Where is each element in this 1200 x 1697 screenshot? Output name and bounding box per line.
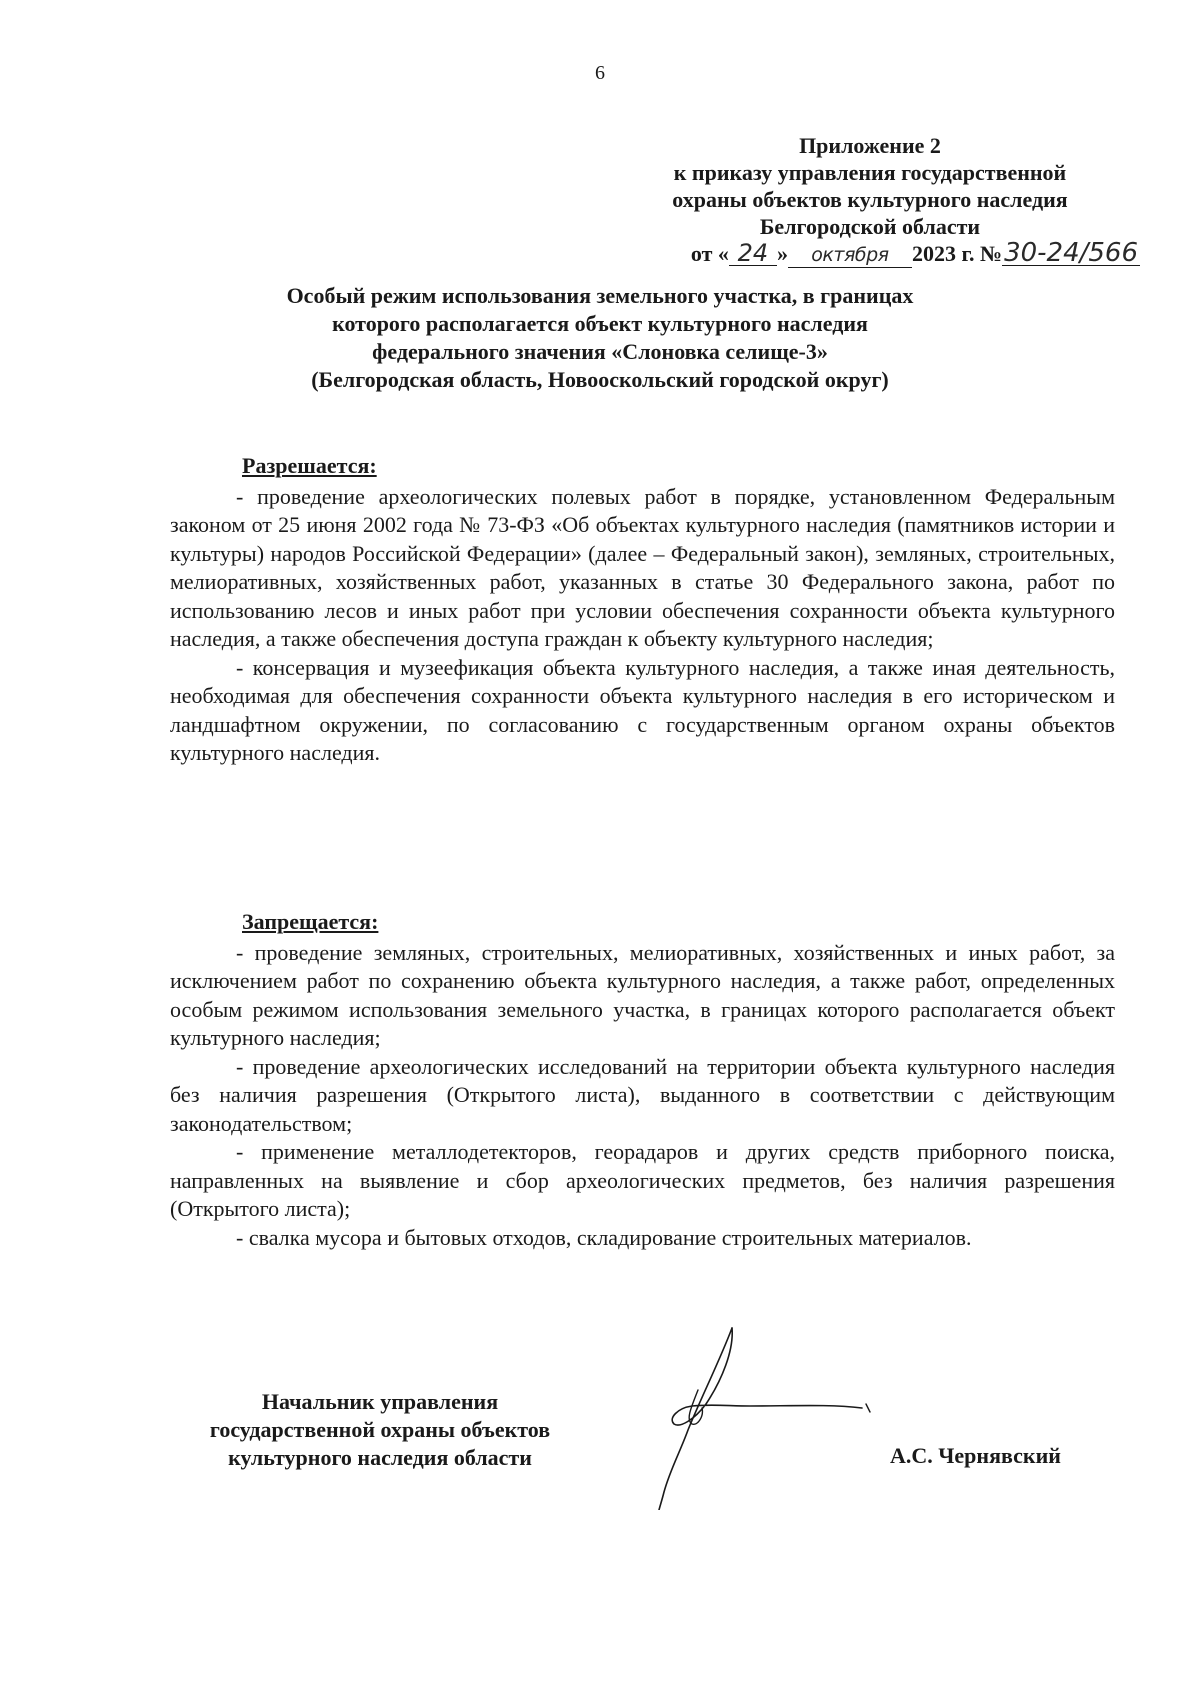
allowed-item: - проведение археологических полевых работ в порядке, установленном Федеральным законом от 25 июня 2002 года № 73-ФЗ «Об объектах культурного наследия (памятников истории и культуры) народов Российской Федерации» (далее – Федеральный закон), земляных, строительных, мелиоративных, хозяйственных работ, указанных в статье 30 Федерального закона, работ по использованию лесов и иных работ при условии обеспечения сохранности объекта культурного наследия, а также обеспечения доступа граждан к объекту культурного наследия; [170,483,1115,651]
appendix-line: к приказу управления государственной [673,160,1067,185]
allowed-heading: Разрешается: [242,453,377,478]
appendix-line: Приложение 2 [799,133,941,158]
page-number: 6 [595,62,605,84]
order-date-number [600,240,1140,268]
order-day: 24 [729,241,777,266]
title-line: которого располагается объект культурного наследия [332,311,868,336]
signatory-position [160,1388,600,1472]
forbidden-heading: Запрещается: [242,909,379,934]
order-month: октября [788,243,912,268]
forbidden-item: - свалка мусора и бытовых отходов, складирование строительных материалов. [236,1224,972,1250]
allowed-section [170,452,1115,768]
order-day-close: » [776,241,788,266]
allowed-item: - консервация и музеефикация объекта культурного наследия, а также иная деятельность, необходимая для обеспечения сохранности объекта культурного наследия в его историческом и ландшафтном окружении, по согласованию с государственным органом охраны объектов культурного наследия. [170,654,1115,765]
forbidden-section [170,908,1115,1252]
appendix-line: охраны объектов культурного наследия [672,187,1068,212]
signatory-line: культурного наследия области [228,1445,532,1470]
forbidden-item: - проведение археологических исследований на территории объекта культурного наследия без наличия разрешения (Открытого листа), выданного в соответствии с действующим законодательством; [170,1053,1115,1136]
appendix-header [600,132,1140,268]
forbidden-item: - проведение земляных, строительных, мелиоративных, хозяйственных и иных работ, за исключением работ по сохранению объекта культурного наследия, а также работ, определенных особым режимом использования земельного участка, в границах которого располагается объект культурного наследия; [170,939,1115,1050]
order-number: 30-24/566 [1004,238,1138,268]
order-year: 2023 г. № [911,241,1003,266]
document-title [150,282,1050,394]
handwritten-signature-icon [640,1320,880,1510]
signer-name: А.С. Чернявский [890,1443,1061,1468]
title-line: (Белгородская область, Новооскольский городской округ) [311,367,889,392]
order-date-prefix: от « [690,241,729,266]
title-line: федерального значения «Слоновка селище-3» [372,339,828,364]
appendix-line: Белгородской области [759,214,981,239]
signatory-line: государственной охраны объектов [209,1417,551,1442]
title-line: Особый режим использования земельного участка, в границах [286,283,914,308]
signatory-line: Начальник управления [261,1389,499,1414]
forbidden-item: - применение металлодетекторов, георадаров и других средств приборного поиска, направленных на выявление и сбор археологических предметов, без наличия разрешения (Открытого листа); [170,1139,1115,1221]
